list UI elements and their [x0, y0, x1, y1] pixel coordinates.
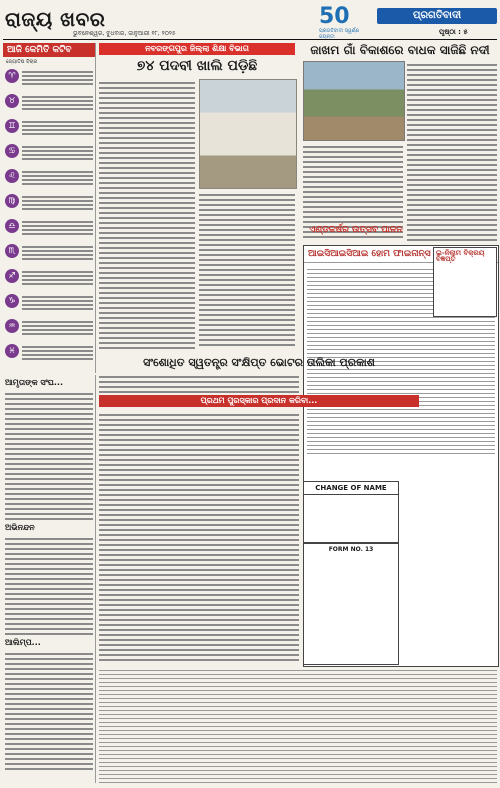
- main-story-text-2: [199, 191, 295, 349]
- horoscope-signs: [3, 69, 95, 366]
- horoscope-sign: [5, 294, 93, 316]
- text-line: [22, 221, 93, 223]
- text-line: [22, 175, 93, 177]
- icici-notice-heading: ଆଇସିଆଇସିଆଇ ହୋମ ଫାଇନାନ୍ସ: [304, 246, 498, 263]
- zodiac-icon: ♏: [5, 244, 19, 258]
- text-line: [22, 225, 93, 227]
- text-line: [22, 279, 93, 281]
- page-number: ପୃଷ୍ଠା : ୫: [439, 28, 468, 36]
- zodiac-icon: ♌: [5, 169, 19, 183]
- text-line: [22, 358, 93, 360]
- zodiac-icon: ♋: [5, 144, 19, 158]
- text-line: [22, 229, 93, 231]
- text-line: [22, 183, 93, 185]
- horoscope-sign: [5, 194, 93, 216]
- horoscope-sign: [5, 319, 93, 341]
- zodiac-icon: ♍: [5, 194, 19, 208]
- bottom-notice-area: [99, 667, 497, 783]
- zodiac-icon: ♒: [5, 319, 19, 333]
- text-line: [22, 104, 93, 106]
- horoscope-column: [3, 43, 96, 373]
- horoscope-text: [22, 244, 93, 262]
- text-line: [22, 233, 93, 235]
- text-line: [22, 283, 93, 285]
- text-line: [22, 258, 93, 260]
- anniversary-number: 50: [319, 4, 350, 29]
- horoscope-text: [22, 119, 93, 137]
- text-line: [22, 171, 93, 173]
- left-news-text-3: [5, 650, 93, 770]
- text-line: [22, 208, 93, 210]
- newspaper-page: [3, 3, 497, 785]
- right-story-headline: ଜାଖମ ଗାଁ ବିକାଶରେ ବାଧକ ସାଜିଛି ନଦୀ: [310, 43, 490, 57]
- horoscope-sign: [5, 69, 93, 91]
- text-line: [22, 250, 93, 252]
- text-line: [22, 333, 93, 335]
- horoscope-sign: [5, 344, 93, 366]
- text-line: [22, 196, 93, 198]
- zodiac-icon: ♐: [5, 269, 19, 283]
- brand-logo: ପ୍ରଗତିବାଦୀ: [377, 8, 497, 24]
- voter-list-headline: ସଂଶୋଧିତ ସ୍ୱତନ୍ତ୍ର ସଂକ୍ଷିପ୍ତ ଭୋଟର ତାଲିକା ପ୍ରକାଶ: [143, 356, 375, 369]
- text-line: [22, 329, 93, 331]
- left-news-text-2: [5, 535, 93, 635]
- text-line: [22, 146, 93, 148]
- text-line: [22, 354, 93, 356]
- text-line: [22, 125, 93, 127]
- text-line: [22, 158, 93, 160]
- zodiac-icon: ♑: [5, 294, 19, 308]
- horoscope-text: [22, 194, 93, 212]
- horoscope-text: [22, 69, 93, 87]
- text-line: [22, 325, 93, 327]
- section-title: ରାଜ୍ୟ ଖବର: [5, 7, 106, 31]
- text-line: [22, 346, 93, 348]
- main-story-text-1: [99, 79, 195, 349]
- dateline: ଭୁବନେଶ୍ୱର, ବୁଧବାର, ଜାନୁଆରୀ ୧୮, ୨୦୨୫: [73, 30, 176, 37]
- main-story-headline: ୭୪ ପଦବୀ ଖାଲି ପଡ଼ିଛି: [136, 58, 258, 74]
- masthead: [3, 3, 497, 40]
- text-line: [22, 154, 93, 156]
- text-line: [22, 304, 93, 306]
- river-village-photo: [303, 61, 405, 141]
- anniversary-subtitle: ପ୍ରଗତିବାଦୀ ସ୍ୱର୍ଣ୍ଣ ଜୟନ୍ତୀ: [319, 28, 360, 40]
- text-line: [22, 75, 93, 77]
- text-line: [22, 79, 93, 81]
- text-line: [22, 96, 93, 98]
- text-line: [22, 121, 93, 123]
- award-redbar: ପ୍ରଥମ ପୁରସ୍କାର ପ୍ରଦାନ କରିବା...: [99, 395, 419, 407]
- text-line: [22, 150, 93, 152]
- horoscope-sign: [5, 244, 93, 266]
- text-line: [22, 133, 93, 135]
- text-line: [22, 71, 93, 73]
- text-line: [22, 271, 93, 273]
- left-news-heading-2: ଅଭିନନ୍ଦନ: [5, 523, 35, 532]
- text-line: [22, 296, 93, 298]
- horoscope-sign: [5, 94, 93, 116]
- horoscope-heading: ଆଜି କେମିତି କଟିବ: [3, 43, 95, 57]
- kotak-auction-title: ଇ-ନିଲାମ ବିକ୍ରୟ ବିଜ୍ଞପ୍ତି: [436, 249, 485, 263]
- text-line: [22, 129, 93, 131]
- voter-list-text: [99, 373, 299, 393]
- text-line: [22, 100, 93, 102]
- text-line: [22, 179, 93, 181]
- horoscope-text: [22, 94, 93, 112]
- kotak-auction-box: [433, 247, 497, 317]
- anniversary-logo: [319, 4, 365, 40]
- text-line: [22, 246, 93, 248]
- horoscope-text: [22, 344, 93, 362]
- horoscope-text: [22, 219, 93, 237]
- right-story-text-1: [407, 61, 497, 241]
- horoscope-sign: [5, 169, 93, 191]
- text-line: [22, 83, 93, 85]
- left-news-column: [3, 375, 96, 783]
- form-13-title: FORM NO. 13: [328, 546, 374, 553]
- left-news-heading-3: ଆଲିମ୍ପ...: [5, 638, 41, 647]
- text-line: [22, 200, 93, 202]
- text-line: [22, 275, 93, 277]
- horoscope-text: [22, 319, 93, 337]
- horoscope-text: [22, 294, 93, 312]
- left-news-text-1: [5, 390, 93, 520]
- change-of-name-title: CHANGE OF NAME: [304, 482, 398, 495]
- horoscope-sign: [5, 119, 93, 141]
- zodiac-icon: ♊: [5, 119, 19, 133]
- change-of-name-ad: [303, 481, 399, 543]
- text-line: [22, 204, 93, 206]
- form-13-ad: [303, 543, 399, 665]
- left-news-heading-1: ଆମୃତାଙ୍କ ସଂଘ...: [5, 378, 63, 387]
- horoscope-subheading: ଜ୍ୟୋତିଷ ବିଚାର: [6, 59, 38, 65]
- award-story-text: [99, 411, 299, 663]
- horoscope-text: [22, 144, 93, 162]
- text-line: [22, 254, 93, 256]
- text-line: [22, 300, 93, 302]
- text-line: [22, 308, 93, 310]
- horoscope-sign: [5, 219, 93, 241]
- zodiac-icon: ♎: [5, 219, 19, 233]
- text-line: [22, 321, 93, 323]
- horoscope-text: [22, 169, 93, 187]
- text-line: [22, 350, 93, 352]
- right-story-subhead: ଏଣ୍ଡକର୍ଷର ଉତ୍ସବ ପାଳନ: [309, 225, 403, 235]
- school-building-photo: [199, 79, 297, 189]
- text-line: [22, 108, 93, 110]
- horoscope-sign: [5, 269, 93, 291]
- horoscope-sign: [5, 144, 93, 166]
- horoscope-text: [22, 269, 93, 287]
- zodiac-icon: ♉: [5, 94, 19, 108]
- main-story-kicker: ନବରଙ୍ଗପୁର ଜିଲ୍ଲା ଶିକ୍ଷା ବିଭାଗ: [99, 43, 295, 55]
- zodiac-icon: ♓: [5, 344, 19, 358]
- zodiac-icon: ♈: [5, 69, 19, 83]
